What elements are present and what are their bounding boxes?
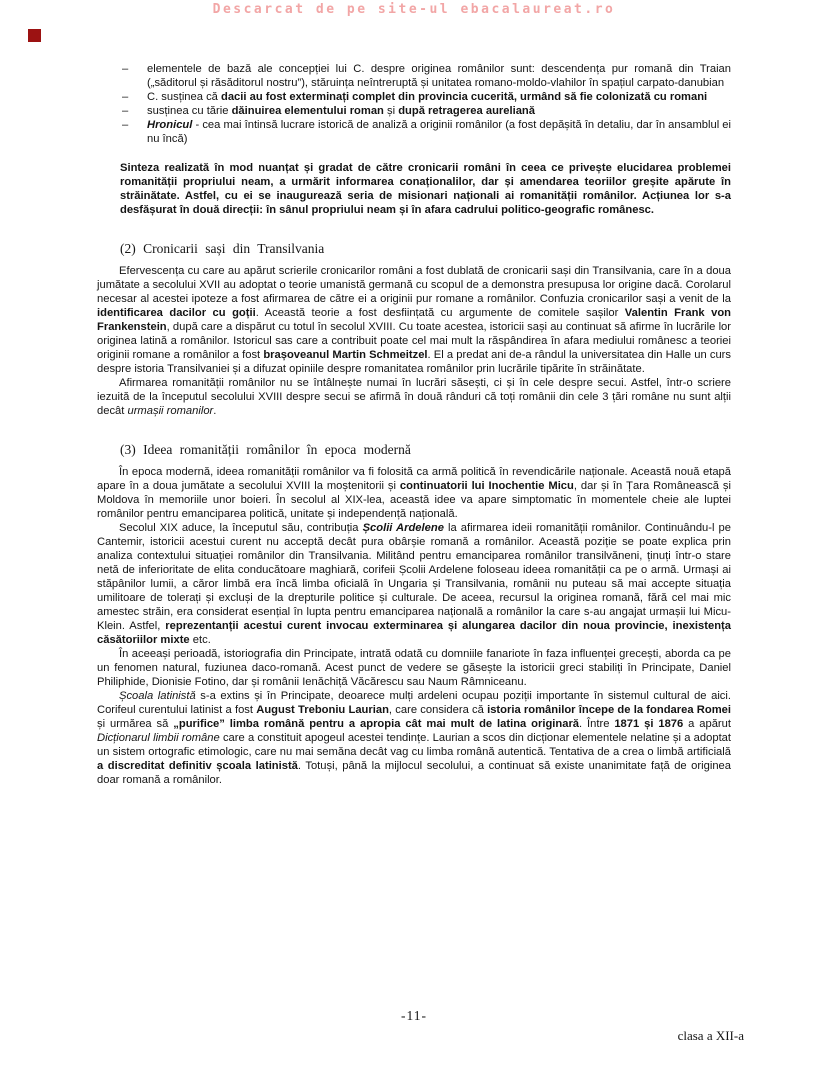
corner-red-square-mark — [28, 29, 41, 42]
paragraph: În aceeași perioadă, istoriografia din Principate, intrată odată cu domniile fanariote în faza influenței grecești, aborda ca pe un fenomen natural, fuziunea daco-romană. Acest punct de vedere se găsește la istoricii greci stabiliți în Principate, Daniel Philiphide, Dionisie Fotino, dar și românii Ienăchiță Văcărescu sau Naum Râmniceanu. — [97, 648, 731, 688]
section-heading-ideea-romanitatii: (3) Ideea romanității românilor în epoca modernă — [120, 442, 411, 457]
site-watermark: Descarcat de pe site-ul ebacalaureat.ro — [212, 2, 616, 17]
document-body — [97, 62, 731, 787]
page-number: -11- — [401, 1008, 427, 1023]
paragraph: Afirmarea romanității românilor nu se întâlnește numai în lucrări săsești, ci și în cele despre secui. Astfel, într-o scriere iezuită de la începutul secolului XVIII despre secui se afirmă în două rânduri că toți românii din cele 3 țări române nu sunt alții decât urmașii romanilor. — [97, 377, 731, 417]
section-heading-cronicarii-sasi: (2) Cronicarii sași din Transilvania — [120, 241, 325, 256]
paragraph: Efervescența cu care au apărut scrierile cronicarilor români a fost dublată de cronicarii sași din Transilvania, care în a doua jumătate a secolului XVII au adoptat o teorie umanistă germană cu scopul de a demonstra presupusa lor origine dacă. Corolarul necesar al acestei ipoteze a fost afirmarea de către ei a originii pur romane a românilor. Confuzia cronicarilor sași a venit de la identificarea dacilor cu goții. Această teorie a fost desființată cu argumente de comitele sașilor Valentin Frank von Frankenstein, după care a dispărut cu totul în secolul XVIII. Cu toate acestea, istoricii sași au continuat să afirme în lucrările lor originea latină a românilor. Istoricul sas care a contribuit poate cel mai mult la răspândirea în afara mediului românesc a teoriei originii romane a românilor a fost brașoveanul Martin Schmeitzel. El a predat ani de-a rândul la universitatea din Halle un curs despre istoria Transilvaniei și a difuzat opiniile despre romanitatea românilor prin lucrările tipărite în străinătate. — [97, 265, 731, 375]
list-item: – elementele de bază ale concepției lui C. despre originea românilor sunt: descendența pur romană din Traian („săditorul și răsăditorul nostru”), stăruința neîntreruptă și unitatea romano-moldo-vlahilor în spațiul carpato-danubian — [120, 62, 731, 90]
paragraph: Școala latinistă s-a extins și în Principate, deoarece mulți ardeleni ocupau poziții importante în sistemul cultural de aici. Corifeul curentului latinist a fost August Treboniu Laurian, care considera că istoria românilor începe de la fondarea Romei și urmărea să „purifice” limba română pentru a apropia cât mai mult de latina originară. Între 1871 și 1876 a apărut Dicționarul limbii române care a constituit apogeul acestei tendințe. Laurian a scos din dicționar elementele nelatine și a adoptat un sistem ortografic etimologic, care nu mai semăna decât vag cu limba română autentică. Tentativa de a crea o limbă artificială a discreditat definitiv școala latinistă. Totuși, până la mijlocul secolului, a continuat să existe unanimitate față de originea doar romană a românilor. — [97, 690, 732, 786]
list-item: – C. susținea că dacii au fost exterminați complet din provincia cucerită, urmând să fie colonizată cu romani — [120, 90, 731, 104]
list-item: – susținea cu tărie dăinuirea elementului roman și după retragerea aureliană — [120, 104, 731, 118]
bullet-list — [120, 62, 731, 146]
synthesis-paragraph: Sinteza realizată în mod nuanțat și gradat de către cronicarii români în ceea ce privește elucidarea problemei romanității propriului neam, a urmărit informarea conaționalilor, dar și amendarea teoriilor greșite apărute în străinătate. Astfel, cu ei se inaugurează seria de misionari naționali ai romanității românilor. Acțiunea lor s-a desfășurat în două direcții: în sânul propriului neam și în afara cadrului politico-geografic românesc. — [120, 162, 731, 216]
paragraph: Secolul XIX aduce, la începutul său, contribuția Școlii Ardelene la afirmarea ideii romanității românilor. Continuându-l pe Cantemir, istoricii acestui curent nu acceptă decât pura obârșie romană a românilor. Această poziție se poate explica prin analiza contextului situației românilor din Transilvania. Militând pentru emanciparea românilor transilvăneni, ținuți într-o stare netă de inferioritate de elita conducătoare maghiară, corifeii Școlii Ardelene foloseau ideea romanității ca pe o armă. Urmași ai stăpânilor lumii, a căror limbă era încă limba oficială în Ungaria și Transilvania, românii nu puteau să mai accepte situația umilitoare de tolerați și excluși de la drepturile politice și culturale. De aceea, recursul la originea romană, fără cel mai mic amestec străin, era considerat esențial în lupta pentru emanciparea națională a românilor la care s-au angajat urmașii lui Micu-Klein. Astfel, reprezentanții acestui curent invocau exterminarea și alungarea dacilor din noua provincie, inexistența căsătoriilor mixte etc. — [97, 522, 731, 646]
paragraph: În epoca modernă, ideea romanității românilor va fi folosită ca armă politică în revendicările naționale. Această nouă etapă apare în a doua jumătate a secolului XVIII la moștenitorii și continuatorii lui Inochentie Micu, dar și în Țara Românească și Moldova în memoriile unor boieri. În secolul al XIX-lea, această idee va apare simptomatic în momentele cheie ale luptei românilor pentru emanciparea politică, unitate și independență națională. — [97, 466, 731, 520]
list-item: – Hronicul - cea mai întinsă lucrare istorică de analiză a originii românilor (a fost depășită în detaliu, dar în ansamblul ei nu încă) — [120, 118, 731, 146]
class-label: clasa a XII-a — [677, 1028, 744, 1043]
